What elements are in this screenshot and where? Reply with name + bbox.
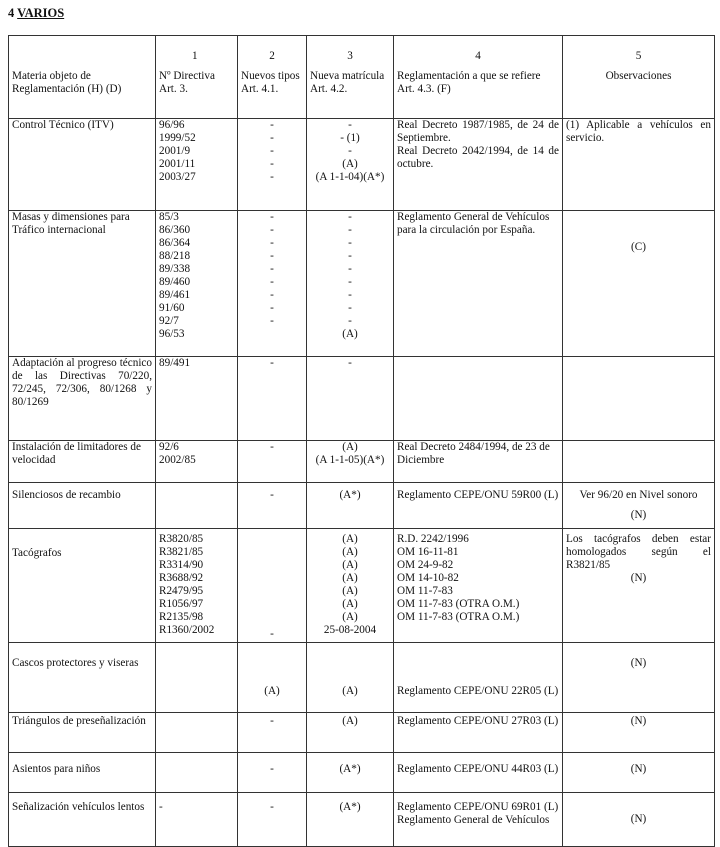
- col1-number: 1: [156, 36, 238, 64]
- directivas-cell: [156, 483, 238, 529]
- materia-cell: Masas y dimensiones para Tráfico internacional: [9, 211, 156, 357]
- section-title: VARIOS: [17, 6, 65, 20]
- nuevos-cell: -: [238, 713, 307, 753]
- nuevos-cell: (A): [238, 643, 307, 713]
- reglamentacion-cell: Real Decreto 1987/1985, de 24 de Septiembre. Real Decreto 2042/1994, de 14 de octubre.: [394, 119, 563, 211]
- directivas-cell: 92/6 2002/85: [156, 441, 238, 483]
- observaciones-cell: (C): [563, 211, 715, 357]
- table-row: [9, 211, 715, 357]
- observaciones-cell: [563, 441, 715, 483]
- materia-cell: Tacógrafos: [9, 529, 156, 643]
- col2-number: 2: [238, 36, 307, 64]
- table-row: [9, 529, 715, 643]
- nuevos-cell: -: [238, 529, 307, 643]
- reglamentacion-cell: Reglamento CEPE/ONU 44R03 (L): [394, 753, 563, 793]
- directivas-cell: [156, 713, 238, 753]
- observaciones-cell: Ver 96/20 en Nivel sonoro (N): [563, 483, 715, 529]
- section-heading: [8, 6, 64, 21]
- col0-number: [9, 36, 156, 64]
- table-row: [9, 119, 715, 211]
- reglamentacion-cell: Reglamento CEPE/ONU 22R05 (L): [394, 643, 563, 713]
- table-row: [9, 753, 715, 793]
- matricula-cell: (A) (A) (A) (A) (A) (A) (A) 25-08-2004: [307, 529, 394, 643]
- matricula-cell: (A*): [307, 753, 394, 793]
- observaciones-cell: Los tacógrafos deben estar homologados según el R3821/85 (N): [563, 529, 715, 643]
- header-reglamentacion: Reglamentación a que se refiere Art. 4.3. (F): [394, 63, 563, 119]
- materia-cell: Asientos para niños: [9, 753, 156, 793]
- nuevos-cell: - - - - -: [238, 119, 307, 211]
- observaciones-cell: (N): [563, 793, 715, 847]
- observaciones-cell: (N): [563, 643, 715, 713]
- header-directiva: Nº Directiva Art. 3.: [156, 63, 238, 119]
- reglamentacion-cell: Real Decreto 2484/1994, de 23 de Diciembre: [394, 441, 563, 483]
- directivas-cell: R3820/85 R3821/85 R3314/90 R3688/92 R2479/95 R1056/97 R2135/98 R1360/2002: [156, 529, 238, 643]
- matricula-cell: - - - - - - - - - (A): [307, 211, 394, 357]
- materia-cell: Instalación de limitadores de velocidad: [9, 441, 156, 483]
- nuevos-cell: -: [238, 753, 307, 793]
- reglamentacion-cell: Reglamento CEPE/ONU 59R00 (L): [394, 483, 563, 529]
- matricula-cell: - - (1) - (A) (A 1-1-04)(A*): [307, 119, 394, 211]
- reglamentacion-cell: Reglamento CEPE/ONU 69R01 (L) Reglamento General de Vehículos: [394, 793, 563, 847]
- observaciones-cell: (1) Aplicable a vehículos en servicio.: [563, 119, 715, 211]
- observaciones-cell: [563, 357, 715, 441]
- header-nueva-matricula: Nueva matrícula Art. 4.2.: [307, 63, 394, 119]
- observaciones-cell: (N): [563, 753, 715, 793]
- reglamentacion-cell: R.D. 2242/1996 OM 16-11-81 OM 24-9-82 OM 14-10-82 OM 11-7-83 OM 11-7-83 (OTRA O.M.) OM 11-7-83 (OTRA O.M.): [394, 529, 563, 643]
- directivas-cell: 96/96 1999/52 2001/9 2001/11 2003/27: [156, 119, 238, 211]
- directivas-cell: 85/3 86/360 86/364 88/218 89/338 89/460 89/461 91/60 92/7 96/53: [156, 211, 238, 357]
- table-row: [9, 357, 715, 441]
- table-row: [9, 483, 715, 529]
- column-header-row: [9, 63, 715, 119]
- directivas-cell: 89/491: [156, 357, 238, 441]
- nuevos-cell: -: [238, 793, 307, 847]
- table-row: [9, 793, 715, 847]
- matricula-cell: -: [307, 357, 394, 441]
- header-observaciones: Observaciones: [563, 63, 715, 119]
- table-row: [9, 643, 715, 713]
- header-materia: Materia objeto de Reglamentación (H) (D): [9, 63, 156, 119]
- matricula-cell: (A) (A 1-1-05)(A*): [307, 441, 394, 483]
- reglamentacion-cell: Reglamento CEPE/ONU 27R03 (L): [394, 713, 563, 753]
- reglamentacion-cell: Reglamento General de Vehículos para la circulación por España.: [394, 211, 563, 357]
- materia-cell: Cascos protectores y viseras: [9, 643, 156, 713]
- col4-number: 4: [394, 36, 563, 64]
- materia-cell: Control Técnico (ITV): [9, 119, 156, 211]
- column-number-row: [9, 36, 715, 64]
- nuevos-cell: -: [238, 483, 307, 529]
- observaciones-cell: (N): [563, 713, 715, 753]
- matricula-cell: (A): [307, 713, 394, 753]
- reglamentacion-cell: [394, 357, 563, 441]
- regulation-table: [8, 35, 715, 847]
- materia-cell: Señalización vehículos lentos: [9, 793, 156, 847]
- directivas-cell: [156, 753, 238, 793]
- matricula-cell: (A*): [307, 483, 394, 529]
- table-row: [9, 441, 715, 483]
- col3-number: 3: [307, 36, 394, 64]
- section-number: 4: [8, 6, 15, 20]
- nuevos-cell: -: [238, 357, 307, 441]
- matricula-cell: (A*): [307, 793, 394, 847]
- nuevos-cell: -: [238, 441, 307, 483]
- directivas-cell: -: [156, 793, 238, 847]
- materia-cell: Silenciosos de recambio: [9, 483, 156, 529]
- materia-cell: Triángulos de preseñalización: [9, 713, 156, 753]
- nuevos-cell: - - - - - - - - -: [238, 211, 307, 357]
- materia-cell: Adaptación al progreso técnico de las Directivas 70/220, 72/245, 72/306, 80/1268 y 80/1269: [9, 357, 156, 441]
- col5-number: 5: [563, 36, 715, 64]
- table-row: [9, 713, 715, 753]
- matricula-cell: (A): [307, 643, 394, 713]
- directivas-cell: [156, 643, 238, 713]
- header-nuevos-tipos: Nuevos tipos Art. 4.1.: [238, 63, 307, 119]
